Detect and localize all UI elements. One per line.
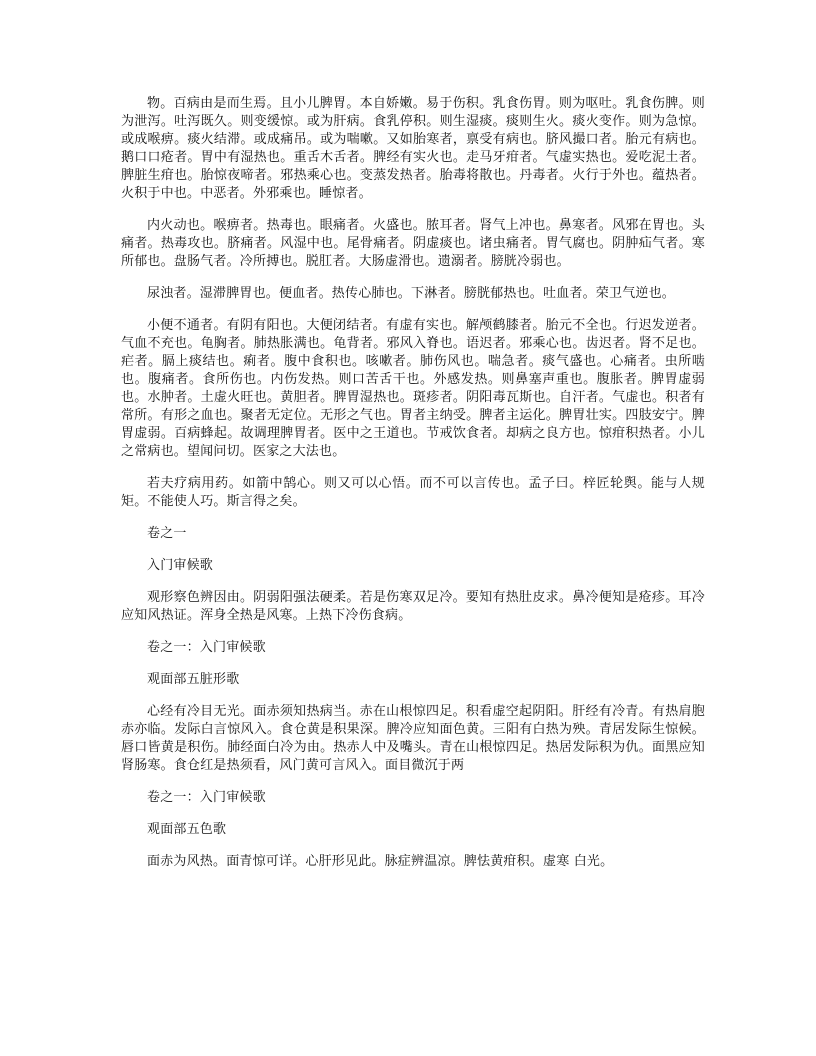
section-heading-five-organs-song: 观面部五脏形歌 [147,672,240,687]
paragraph-entry-examination-song: 观形察色辨因由。阴弱阳强法硬柔。若是伤寒双足冷。要知有热肚皮求。鼻冷便知是疮疹。耳冷应知风热证。浑身全热是风寒。上热下冷伤食病。 [121,590,705,623]
paragraph-five-organs-song: 心经有冷目无光。面赤须知热病当。赤在山根惊四足。积看虚空起阴阳。肝经有冷青。有热肩胞赤亦临。发际白言惊风入。食仓黄是积果深。脾冷应知面色黄。三阳有白热为殃。青居发际生惊候。唇口皆黄是积伤。肺经面白冷为由。热赤人中及嘴头。青在山根惊四足。热居发际积为仇。面黑应知肾肠寒。食仓红是热须看，风门黄可言风入。面目微沉于两 [121,704,705,773]
paragraph-2: 内火动也。喉痹者。热毒也。眼痛者。火盛也。脓耳者。肾气上冲也。鼻寒者。风邪在胃也。头痛者。热毒攻也。脐痛者。风湿中也。尾骨痛者。阴虚痰也。诸虫痛者。胃气腐也。阴肿疝气者。寒所郁也。盘肠气者。冷所搏也。脱肛者。大肠虚滑也。遗溺者。膀胱冷弱也。 [121,218,705,269]
section-heading-five-colors-song: 观面部五色歌 [147,822,227,837]
document-page [121,95,705,871]
paragraph-five-colors-song: 面赤为风热。面青惊可详。心肝形见此。脉症辨温凉。脾怯黄疳积。虚寒 白光。 [147,854,614,869]
section-heading-entry-examination-song: 入门审候歌 [147,558,214,573]
paragraph-5: 若夫疗病用药。如箭中鹄心。则又可以心悟。而不可以言传也。孟子曰。梓匠轮舆。能与人规矩。不能使人巧。斯言得之矣。 [121,476,705,509]
section-heading-volume-one-entry-2: 卷之一：入门审候歌 [147,790,266,805]
paragraph-4: 小便不通者。有阴有阳也。大便闭结者。有虚有实也。解颅鹤膝者。胎元不全也。行迟发逆者。气血不充也。龟胸者。肺热胀满也。龟背者。邪风入脊也。语迟者。邪乘心也。齿迟者。肾不足也。疟者。膈上痰结也。痢者。腹中食积也。咳嗽者。肺伤风也。喘急者。痰气盛也。心痛者。虫所啮也。腹痛者。食所伤也。内伤发热。则口苦舌干也。外感发热。则鼻塞声重也。腹胀者。脾胃虚弱也。水肿者。土虚火旺也。黄胆者。脾胃湿热也。斑疹者。阴阳毒瓦斯也。自汗者。气虚也。积者有常所。有形之血也。聚者无定位。无形之气也。胃者主纳受。脾者主运化。脾胃壮实。四肢安宁。脾胃虚弱。百病蜂起。故调理脾胃者。医中之王道也。节戒饮食者。却病之良方也。惊疳积热者。小儿之常病也。望闻问切。医家之大法也。 [121,318,705,459]
volume-heading: 卷之一 [147,526,187,541]
paragraph-1: 物。百病由是而生焉。且小儿脾胃。本自娇嫩。易于伤积。乳食伤胃。则为呕吐。乳食伤脾。则为泄泻。吐泻既久。则变缓惊。或为肝病。食乳停积。则生湿痰。痰则生火。痰火变作。则为急惊。或成喉痹。痰火结滞。或成痛吊。或为喘嗽。又如胎寒者，禀受有病也。脐风撮口者。胎元有病也。鹅口口疮者。胃中有湿热也。重舌木舌者。脾经有实火也。走马牙疳者。气虚实热也。爱吃泥土者。脾脏生疳也。胎惊夜啼者。邪热乘心也。变蒸发热者。胎毒将散也。丹毒者。火行于外也。蕴热者。火积于中也。中恶者。外邪乘也。睡惊者。 [121,96,705,201]
paragraph-3: 尿浊者。湿滞脾胃也。便血者。热传心肺也。下淋者。膀胱郁热也。吐血者。荣卫气逆也。 [147,286,676,301]
section-heading-volume-one-entry: 卷之一：入门审候歌 [147,640,266,655]
